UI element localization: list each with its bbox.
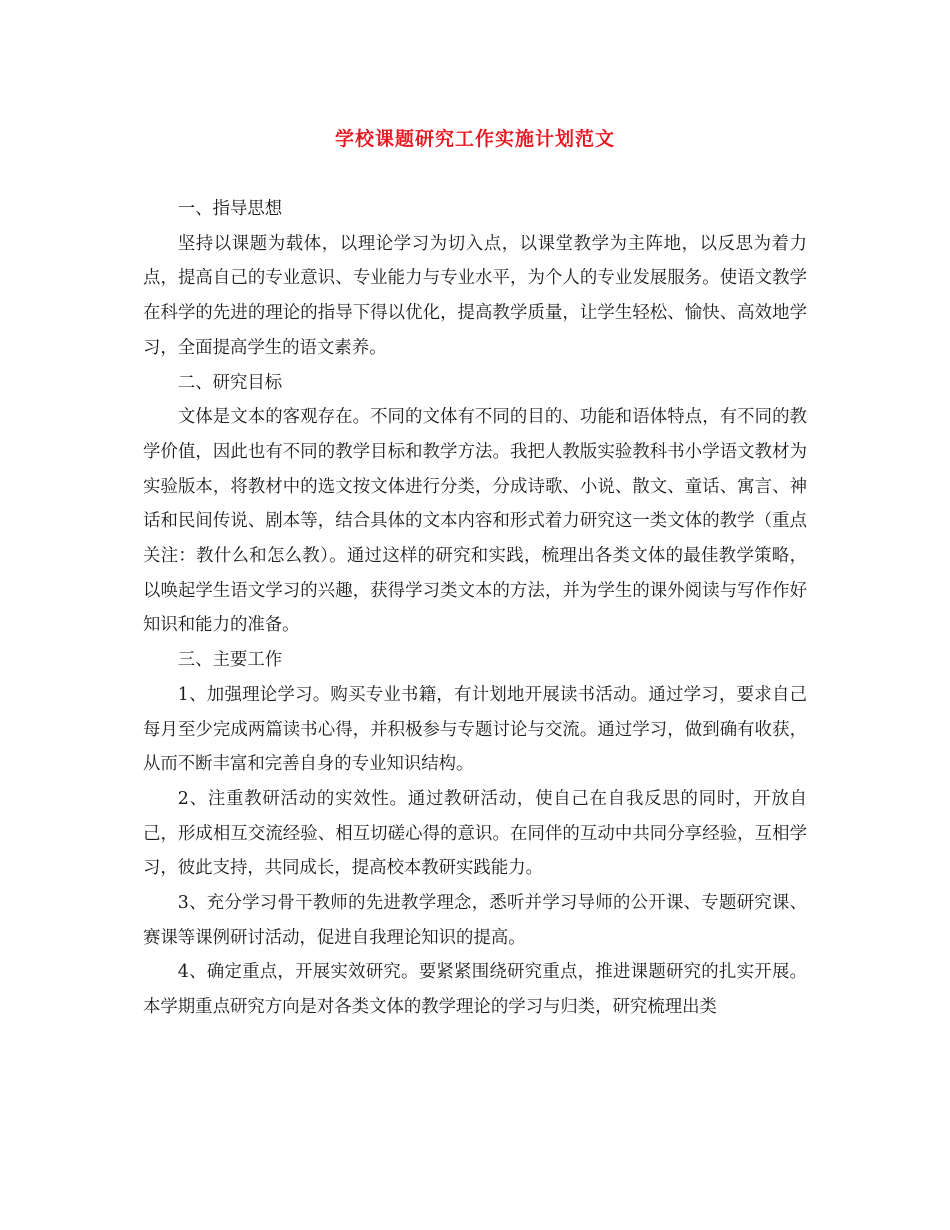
list-item: 2、注重教研活动的实效性。通过教研活动，使自己在自我反思的同时，开放自己，形成相互交流经验、相互切磋心得的意识。在同伴的互动中共同分享经验，互相学习，彼此支持，共同成长，提高校本教研实践能力。 bbox=[143, 788, 807, 879]
document-body bbox=[143, 192, 807, 1025]
section-heading-main-work: 三、主要工作 bbox=[177, 650, 283, 671]
section-heading-guiding-ideology: 一、指导思想 bbox=[177, 199, 283, 219]
section-heading-research-goals: 二、研究目标 bbox=[177, 372, 283, 393]
list-item: 4、确定重点，开展实效研究。要紧紧围绕研究重点，推进课题研究的扎实开展。本学期重点研究方向是对各类文体的教学理论的学习与归类，研究梳理出类 bbox=[143, 962, 807, 1018]
paragraph: 坚持以课题为载体，以理论学习为切入点，以课堂教学为主阵地，以反思为着力点，提高自己的专业意识、专业能力与专业水平，为个人的专业发展服务。使语文教学在科学的先进的理论的指导下得以优化，提高教学质量，让学生轻松、愉快、高效地学习，全面提高学生的语文素养。 bbox=[143, 233, 807, 358]
paragraph: 文体是文本的客观存在。不同的文体有不同的目的、功能和语体特点，有不同的教学价值，因此也有不同的教学目标和教学方法。我把人教版实验教科书小学语文教材为实验版本，将教材中的选文按文体进行分类，分成诗歌、小说、散文、童话、寓言、神话和民间传说、剧本等，结合具体的文本内容和形式着力研究这一类文体的教学（重点关注：教什么和怎么教）。通过这样的研究和实践，梳理出各类文体的最佳教学策略，以唤起学生语文学习的兴趣，获得学习类文本的方法，并为学生的课外阅读与写作作好知识和能力的准备。 bbox=[143, 407, 807, 636]
list-item: 3、充分学习骨干教师的先进教学理念，悉听并学习导师的公开课、专题研究课、赛课等课例研讨活动，促进自我理论知识的提高。 bbox=[143, 893, 807, 948]
document-title: 学校课题研究工作实施计划范文 bbox=[334, 128, 615, 150]
list-item: 1、加强理论学习。购买专业书籍，有计划地开展读书活动。通过学习，要求自己每月至少完成两篇读书心得，并积极参与专题讨论与交流。通过学习，做到确有收获，从而不断丰富和完善自身的专业知识结构。 bbox=[143, 684, 807, 775]
